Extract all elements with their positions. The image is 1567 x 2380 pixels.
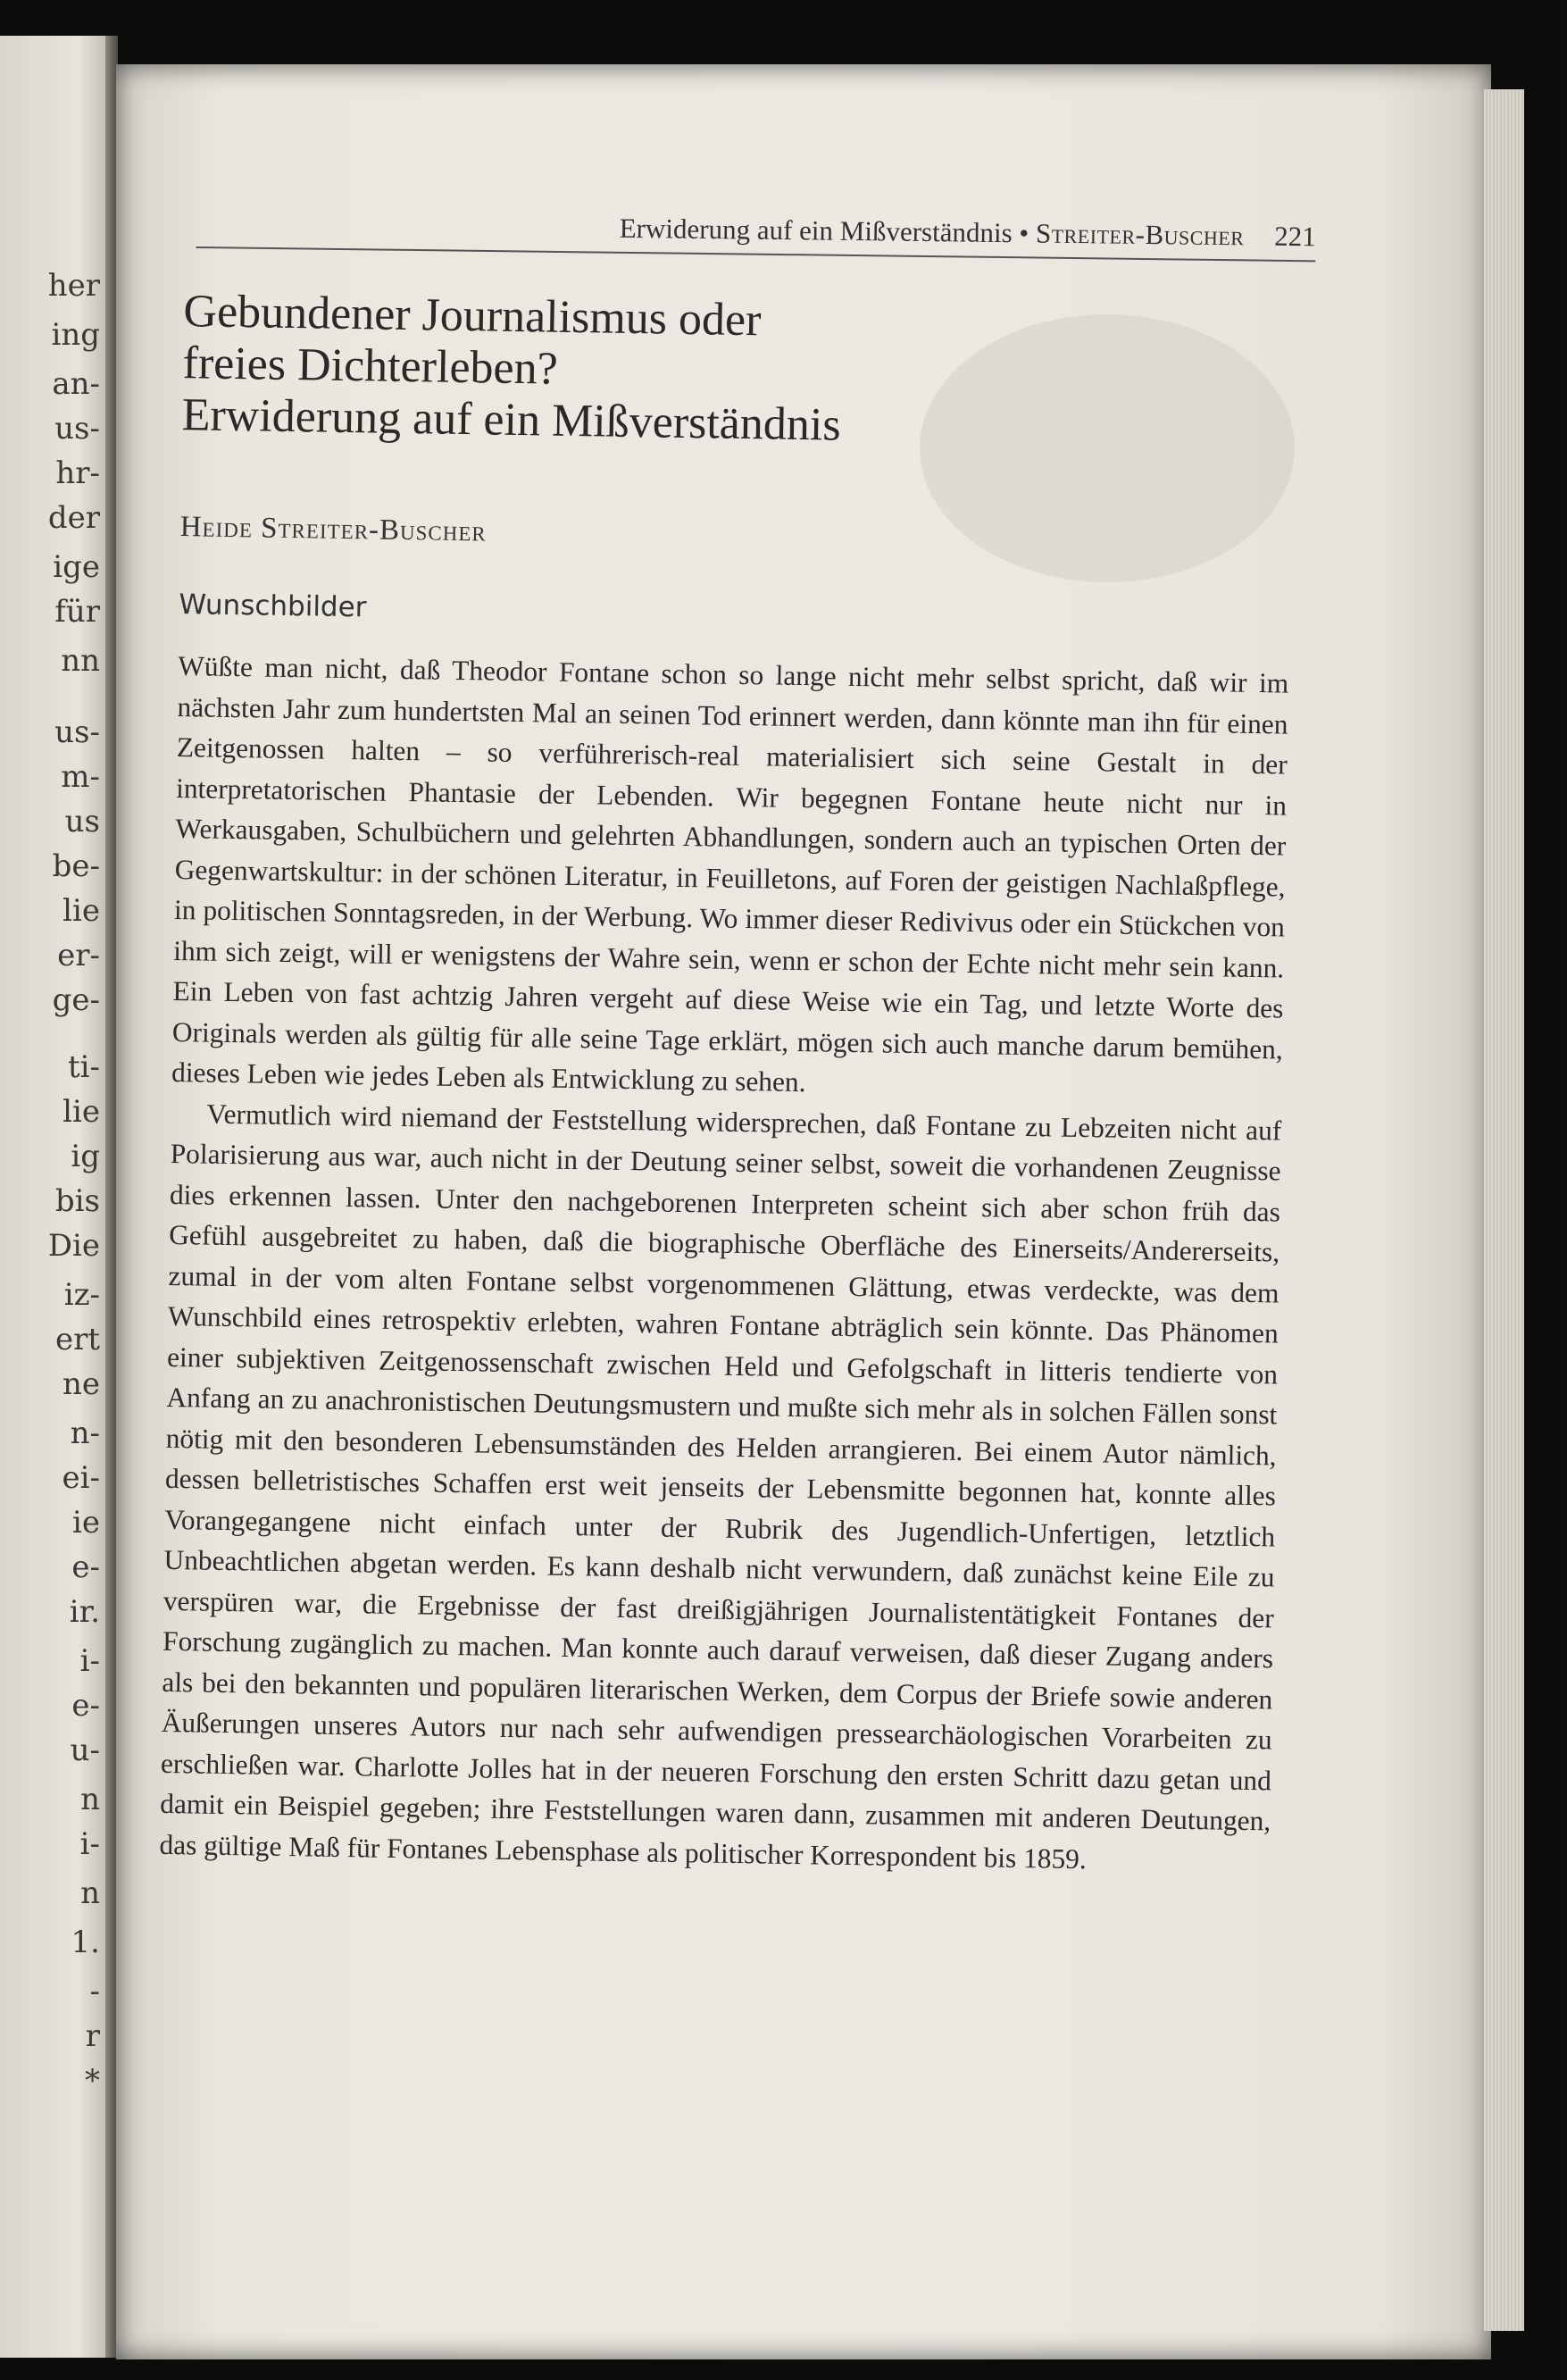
facing-page-fragment: e- (71, 1688, 100, 1724)
facing-page-fragment: ir. (69, 1594, 100, 1630)
facing-page-fragment: m- (61, 759, 100, 795)
facing-page-fragment: n (80, 1782, 100, 1817)
facing-page-fragment: us (64, 804, 100, 839)
facing-page-fragment: her (47, 268, 100, 304)
running-head-separator: • (1019, 217, 1029, 249)
facing-page-fragment: bis (54, 1183, 100, 1219)
facing-page-fragment: hr- (55, 455, 100, 491)
page-edges (1484, 89, 1524, 2331)
facing-page-fragment: u- (70, 1733, 100, 1768)
facing-page-fragment: n (80, 1875, 100, 1911)
article-body (159, 646, 1288, 1882)
facing-page-fragment: be- (52, 848, 100, 884)
paragraph: Vermutlich wird niemand der Feststellung widersprechen, daß Fontane zu Lebzeiten nicht auf Polarisierung aus war, auch nicht in der Deutung seiner selbst, soweit die vorhandenen Zeugnisse dies erkennen lassen. Unter den nachgeborenen Interpreten scheint sich aber schon früh das Gefühl ausgebreitet zu haben, daß die biographische Oberfläche des Einerseits/Andererseits, zumal in der vom alten Fontane selbst vorgenommenen Glättung, etwas verdeckte, was dem Wunschbild eines retrospektiv erlebten, wahren Fontane abträglich sein könnte. Das Phänomen einer subjektiven Zeitgenossenschaft zwischen Held und Gefolgschaft in litteris tendierte von Anfang an zu anachronistischen Deutungsmustern und mußte sich mehr als in solchen Fällen sonst nötig mit den besonderen Lebensumständen des Helden arrangieren. Bei einem Autor nämlich, dessen belletristisches Schaffen erst weit jenseits der Lebensmitte begonnen hat, konnte alles Vorangegangene nicht einfach unter der Rubrik des Jugendlich-Unfertigen, letztlich Unbeachtlichen abgetan werden. Es kann deshalb nicht verwundern, daß zunächst keine Eile zu verspüren war, die Ergebnisse der fast dreißigjährigen Journalistentätigkeit Fontanes der Forschung zugänglich zu machen. Man konnte auch darauf verweisen, daß dieser Zugang anders als bei den bekannten und populären literarischen Werken, dem Corpus der Briefe sowie anderen Äußerungen unseres Autors nur nach sehr aufwendigen pressearchäologischen Vorarbeiten zu erschließen war. Charlotte Jolles hat in der neueren Forschung den ersten Schritt dazu getan und damit ein Beispiel gegeben; ihre Feststellungen waren dann, zusammen mit anderen Deutungen, das gültige Maß für Fontanes Lebensphase als politischer Korrespondent bis 1859. (159, 1098, 1282, 1875)
section-heading: Wunschbilder (179, 589, 367, 624)
facing-page-fragment: lie (63, 893, 100, 929)
facing-page-fragment: Die (47, 1228, 100, 1264)
article-title (181, 286, 1295, 459)
facing-page-fragment: ne (62, 1366, 100, 1402)
facing-page-fragment: - (89, 1974, 100, 2009)
running-head-author: Streiter-Buscher (1035, 217, 1245, 252)
facing-page-fragment: i- (79, 1643, 100, 1679)
paragraph: Wüßte man nicht, daß Theodor Fontane schon so lange nicht mehr selbst spricht, daß wir im nächsten Jahr zum hundertsten Mal an seinen Tod erinnert werden, dann könnte man ihn für einen Zeitgenossen halten – so verführerisch-real materialisiert sich seine Gestalt in der interpretatorischen Phantasie der Lebenden. Wir begegnen Fontane heute nicht nur in Werkausgaben, Schulbüchern und gelehrten Abhandlungen, sondern auch an typischen Orten der Gegenwartskultur: in der schönen Literatur, in Feuilletons, auf Foren der geistigen Nachlaßpflege, in politischen Sonntagsreden, in der Werbung. Wo immer dieser Redivivus oder ein Stückchen von ihm sich zeigt, will er wenigstens der Wahre sein, wenn er schon der Echte nicht mehr sein kann. Ein Leben von fast achtzig Jahren vergeht auf diese Weise wie ein Tag, und letzte Worte des Originals werden als gültig für alle seine Tage erklärt, mögen sich auch manche darum bemühen, dieses Leben wie jedes Leben als Entwicklung zu sehen. (171, 650, 1289, 1098)
article (154, 286, 1295, 1882)
facing-page-fragment: iz- (63, 1277, 100, 1313)
facing-page-fragment: 1. (71, 1925, 100, 1960)
facing-page-fragment: ig (71, 1139, 100, 1174)
facing-page-fragment: us- (54, 411, 100, 447)
facing-page-fragment: ge- (52, 982, 100, 1018)
facing-page-fragment: lie (63, 1094, 100, 1130)
title-line: Gebundener Journalismus oder (183, 286, 762, 347)
facing-page-fragment: ert (54, 1322, 100, 1357)
facing-page-fragment: ige (53, 549, 100, 585)
facing-page-fragment: er- (57, 938, 100, 973)
facing-page-fragment: e- (71, 1549, 100, 1585)
running-head-title: Erwiderung auf ein Mißverständnis (619, 212, 1013, 249)
facing-page-fragment: für (54, 594, 100, 630)
facing-page-fragment: ei- (62, 1460, 100, 1496)
title-line: Erwiderung auf ein Mißverständnis (181, 389, 842, 451)
page-number: 221 (1273, 220, 1316, 253)
facing-page-fragment: i- (79, 1826, 100, 1862)
article-author: Heide Streiter-Buscher (179, 511, 488, 548)
facing-page-fragment: * (85, 2063, 100, 2099)
facing-page-fragment: nn (61, 643, 100, 679)
facing-page-fragment: an- (52, 366, 100, 402)
facing-page-fragment: ie (72, 1505, 100, 1541)
facing-page-fragment: r (85, 2018, 100, 2054)
facing-page-fragment: der (47, 500, 100, 536)
facing-page-fragment: ing (51, 317, 100, 353)
facing-page-fragment: us- (54, 714, 100, 750)
facing-page-fragment: n- (70, 1415, 100, 1451)
title-line: freies Dichterleben? (182, 338, 559, 395)
facing-page-fragment: ti- (67, 1049, 100, 1085)
